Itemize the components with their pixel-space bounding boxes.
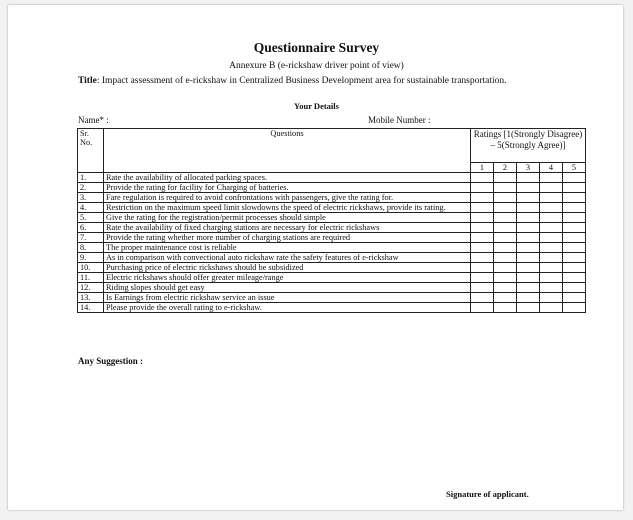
question-text: Restriction on the maximum speed limit slowdowns the speed of electric rickshaws, provide its rating. xyxy=(104,203,471,213)
question-number: 1. xyxy=(78,173,104,183)
rating-cell-4[interactable] xyxy=(540,253,563,263)
survey-title-line xyxy=(78,76,548,87)
rating-cell-2[interactable] xyxy=(494,263,517,273)
rating-cell-1[interactable] xyxy=(471,293,494,303)
rating-cell-2[interactable] xyxy=(494,273,517,283)
rating-cell-1[interactable] xyxy=(471,223,494,233)
rating-cell-4[interactable] xyxy=(540,273,563,283)
rating-cell-1[interactable] xyxy=(471,213,494,223)
rating-cell-4[interactable] xyxy=(540,263,563,273)
rating-cell-1[interactable] xyxy=(471,233,494,243)
table-row xyxy=(78,233,586,243)
rating-cell-5[interactable] xyxy=(563,273,586,283)
question-text: Is Earnings from electric rickshaw service an issue xyxy=(104,293,471,303)
questions-table xyxy=(77,128,586,313)
rating-cell-4[interactable] xyxy=(540,293,563,303)
mobile-field-label: Mobile Number : xyxy=(368,115,431,125)
table-row xyxy=(78,243,586,253)
rating-cell-1[interactable] xyxy=(471,283,494,293)
question-text: The proper maintenance cost is reliable xyxy=(104,243,471,253)
question-number: 10. xyxy=(78,263,104,273)
rating-cell-2[interactable] xyxy=(494,183,517,193)
rating-cell-2[interactable] xyxy=(494,213,517,223)
table-row xyxy=(78,213,586,223)
question-text: Fare regulation is required to avoid confrontations with passengers, give the rating for. xyxy=(104,193,471,203)
rating-cell-2[interactable] xyxy=(494,203,517,213)
question-number: 5. xyxy=(78,213,104,223)
rating-cell-2[interactable] xyxy=(494,233,517,243)
question-text: Riding slopes should get easy xyxy=(104,283,471,293)
rating-cell-4[interactable] xyxy=(540,243,563,253)
rating-cell-3[interactable] xyxy=(517,243,540,253)
table-row xyxy=(78,203,586,213)
table-row xyxy=(78,293,586,303)
rating-cell-1[interactable] xyxy=(471,253,494,263)
question-text: As in comparison with convectional auto rickshaw rate the safety features of e-rickshaw xyxy=(104,253,471,263)
table-row xyxy=(78,283,586,293)
rating-cell-3[interactable] xyxy=(517,233,540,243)
rating-col-3: 3 xyxy=(517,163,540,173)
rating-cell-5[interactable] xyxy=(563,303,586,313)
rating-cell-5[interactable] xyxy=(563,223,586,233)
rating-cell-2[interactable] xyxy=(494,173,517,183)
details-heading: Your Details xyxy=(294,101,339,111)
table-header-row xyxy=(78,129,586,163)
rating-cell-5[interactable] xyxy=(563,193,586,203)
rating-cell-2[interactable] xyxy=(494,243,517,253)
question-text: Electric rickshaws should offer greater mileage/range xyxy=(104,273,471,283)
rating-cell-4[interactable] xyxy=(540,173,563,183)
table-row xyxy=(78,303,586,313)
rating-cell-1[interactable] xyxy=(471,263,494,273)
table-row xyxy=(78,193,586,203)
rating-cell-5[interactable] xyxy=(563,293,586,303)
table-row xyxy=(78,263,586,273)
rating-cell-2[interactable] xyxy=(494,253,517,263)
rating-cell-4[interactable] xyxy=(540,203,563,213)
rating-cell-2[interactable] xyxy=(494,303,517,313)
rating-col-2: 2 xyxy=(494,163,517,173)
rating-cell-4[interactable] xyxy=(540,223,563,233)
rating-cell-5[interactable] xyxy=(563,183,586,193)
rating-cell-2[interactable] xyxy=(494,283,517,293)
rating-cell-1[interactable] xyxy=(471,303,494,313)
ratings-header: Ratings [1(Strongly Disagree) – 5(Strongly Agree)] xyxy=(471,129,586,163)
rating-cell-4[interactable] xyxy=(540,303,563,313)
rating-cell-3[interactable] xyxy=(517,293,540,303)
question-number: 14. xyxy=(78,303,104,313)
table-row xyxy=(78,173,586,183)
name-field-label: Name* : xyxy=(78,115,109,125)
rating-cell-3[interactable] xyxy=(517,303,540,313)
rating-col-5: 5 xyxy=(563,163,586,173)
question-number: 2. xyxy=(78,183,104,193)
rating-cell-1[interactable] xyxy=(471,273,494,283)
rating-cell-3[interactable] xyxy=(517,263,540,273)
rating-col-1: 1 xyxy=(471,163,494,173)
rating-cell-3[interactable] xyxy=(517,253,540,263)
survey-title-text: : Impact assessment of e-rickshaw in Centralized Business Development area for sustainable transportation. xyxy=(96,76,507,86)
rating-cell-3[interactable] xyxy=(517,223,540,233)
question-text: Provide the rating for facility for Charging of batteries. xyxy=(104,183,471,193)
rating-cell-5[interactable] xyxy=(563,213,586,223)
rating-cell-3[interactable] xyxy=(517,193,540,203)
rating-cell-1[interactable] xyxy=(471,203,494,213)
rating-cell-1[interactable] xyxy=(471,193,494,203)
rating-cell-2[interactable] xyxy=(494,293,517,303)
rating-cell-4[interactable] xyxy=(540,233,563,243)
question-text: Give the rating for the registration/permit processes should simple xyxy=(104,213,471,223)
rating-cell-2[interactable] xyxy=(494,223,517,233)
annexure-subtitle: Annexure B (e-rickshaw driver point of view) xyxy=(229,61,404,71)
rating-cell-2[interactable] xyxy=(494,193,517,203)
rating-cell-5[interactable] xyxy=(563,263,586,273)
rating-cell-1[interactable] xyxy=(471,243,494,253)
table-row xyxy=(78,223,586,233)
question-text: Provide the rating whether more number of charging stations are required xyxy=(104,233,471,243)
questions-header: Questions xyxy=(104,129,471,173)
rating-cell-5[interactable] xyxy=(563,253,586,263)
rating-cell-4[interactable] xyxy=(540,213,563,223)
question-number: 3. xyxy=(78,193,104,203)
table-row xyxy=(78,183,586,193)
rating-cell-3[interactable] xyxy=(517,283,540,293)
table-row xyxy=(78,253,586,263)
question-text: Rate the availability of fixed charging stations are necessary for electric rickshaws xyxy=(104,223,471,233)
question-text: Rate the availability of allocated parking spaces. xyxy=(104,173,471,183)
questions-body xyxy=(78,173,586,313)
rating-cell-3[interactable] xyxy=(517,273,540,283)
rating-cell-4[interactable] xyxy=(540,193,563,203)
rating-cell-3[interactable] xyxy=(517,173,540,183)
signature-label: Signature of applicant. xyxy=(446,489,529,499)
question-text: Purchasing price of electric rickshaws should be subsidized xyxy=(104,263,471,273)
rating-cell-4[interactable] xyxy=(540,183,563,193)
suggestion-label: Any Suggestion : xyxy=(78,356,144,366)
question-number: 13. xyxy=(78,293,104,303)
rating-cell-5[interactable] xyxy=(563,283,586,293)
sr-no-header: Sr. No. xyxy=(78,129,104,173)
question-number: 4. xyxy=(78,203,104,213)
question-number: 8. xyxy=(78,243,104,253)
document-title: Questionnaire Survey xyxy=(253,40,380,55)
rating-cell-4[interactable] xyxy=(540,283,563,293)
rating-cell-3[interactable] xyxy=(517,183,540,193)
rating-cell-1[interactable] xyxy=(471,183,494,193)
question-number: 12. xyxy=(78,283,104,293)
question-number: 7. xyxy=(78,233,104,243)
rating-cell-5[interactable] xyxy=(563,203,586,213)
rating-cell-3[interactable] xyxy=(517,203,540,213)
survey-title-label: Title xyxy=(78,76,97,86)
question-text: Please provide the overall rating to e-rickshaw. xyxy=(104,303,471,313)
rating-cell-5[interactable] xyxy=(563,173,586,183)
question-number: 11. xyxy=(78,273,104,283)
rating-cell-1[interactable] xyxy=(471,173,494,183)
question-number: 6. xyxy=(78,223,104,233)
rating-cell-3[interactable] xyxy=(517,213,540,223)
question-number: 9. xyxy=(78,253,104,263)
rating-col-4: 4 xyxy=(540,163,563,173)
rating-cell-5[interactable] xyxy=(563,243,586,253)
table-row xyxy=(78,273,586,283)
rating-cell-5[interactable] xyxy=(563,233,586,243)
